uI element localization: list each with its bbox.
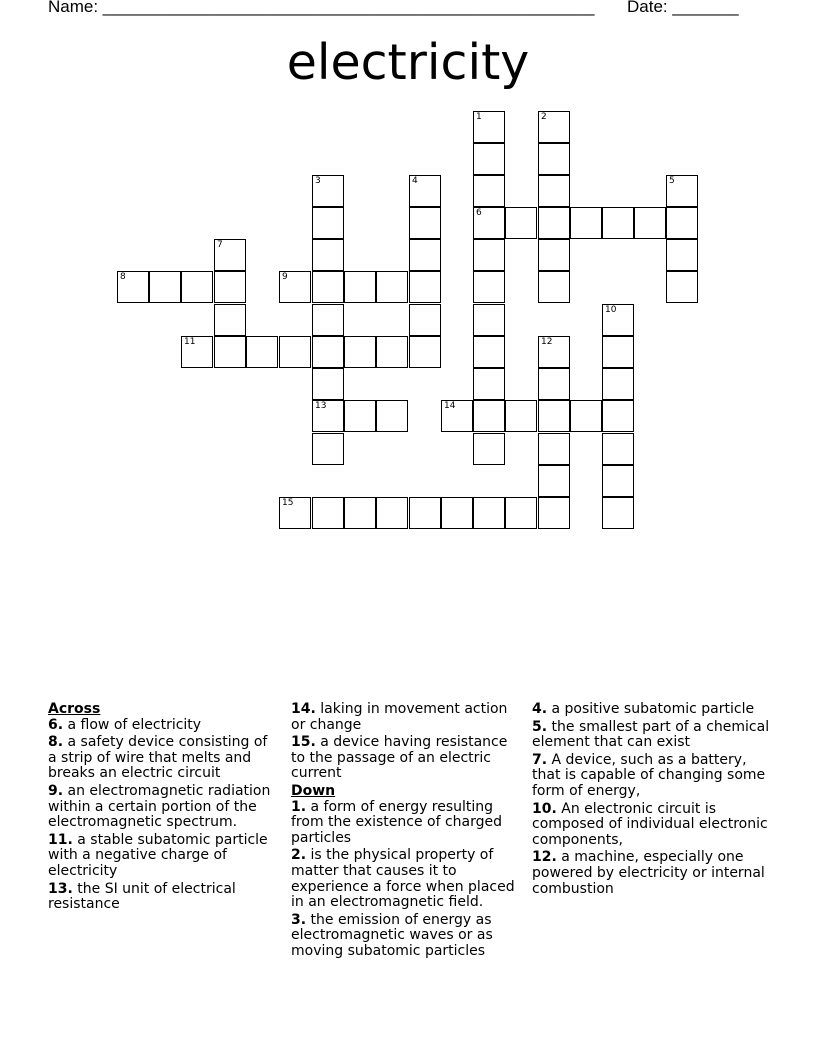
clue-item-number: 9.	[48, 782, 64, 799]
crossword-cell[interactable]	[181, 271, 213, 303]
across-heading: Across	[48, 701, 101, 717]
clue-item-text: the emission of energy as electromagnetic waves or as moving subatomic particles	[291, 911, 493, 959]
crossword-cell[interactable]	[279, 336, 311, 368]
clue-item-text: a stable subatomic particle with a negative charge of electricity	[48, 831, 268, 879]
clue-item-number: 11.	[48, 831, 73, 848]
crossword-cell[interactable]	[473, 304, 505, 336]
clue-item-number: 1.	[291, 798, 307, 815]
crossword-cell[interactable]	[473, 368, 505, 400]
clue-item-number: 3.	[291, 911, 307, 928]
clues-column-1	[48, 702, 280, 915]
clue-item-number: 7.	[532, 751, 548, 768]
clue-number: 2	[541, 112, 547, 122]
clue-item	[532, 753, 772, 800]
clue-number: 15	[282, 498, 294, 508]
crossword-cell[interactable]	[149, 271, 181, 303]
crossword-cell[interactable]	[214, 239, 246, 271]
crossword-cell[interactable]	[441, 497, 473, 529]
crossword-cell[interactable]	[312, 336, 344, 368]
clue-item	[48, 718, 280, 734]
clue-number: 9	[282, 272, 288, 282]
crossword-cell[interactable]	[473, 239, 505, 271]
crossword-cell[interactable]	[538, 207, 570, 239]
down-heading: Down	[291, 782, 336, 799]
crossword-cell[interactable]	[312, 497, 344, 529]
crossword-cell[interactable]	[538, 433, 570, 465]
clue-item	[291, 735, 523, 782]
clue-item-text: a positive subatomic particle	[547, 701, 755, 717]
clue-number: 12	[541, 337, 553, 347]
crossword-cell[interactable]	[376, 497, 408, 529]
crossword-cell[interactable]	[602, 433, 634, 465]
crossword-cell[interactable]	[473, 111, 505, 143]
crossword-cell[interactable]	[441, 400, 473, 432]
clue-number: 8	[120, 272, 126, 282]
crossword-cell[interactable]	[473, 497, 505, 529]
crossword-cell[interactable]	[312, 239, 344, 271]
clue-item-text: an electromagnetic radiation within a certain portion of the electromagnetic spectrum.	[48, 782, 271, 831]
clue-item	[291, 848, 523, 910]
clue-number: 6	[476, 208, 482, 218]
clue-item-number: 10.	[532, 800, 557, 817]
crossword-cell[interactable]	[117, 271, 149, 303]
clue-item-number: 2.	[291, 847, 307, 864]
crossword-cell[interactable]	[666, 271, 698, 303]
clue-item-text: the smallest part of a chemical element that can exist	[532, 718, 770, 751]
clue-number: 13	[315, 401, 327, 411]
crossword-cell[interactable]	[214, 271, 246, 303]
crossword-cell[interactable]	[538, 368, 570, 400]
crossword-cell[interactable]	[409, 336, 441, 368]
crossword-cell[interactable]	[473, 271, 505, 303]
crossword-cell[interactable]	[602, 465, 634, 497]
crossword-cell[interactable]	[181, 336, 213, 368]
crossword-cell[interactable]	[538, 111, 570, 143]
clue-item	[291, 702, 523, 733]
crossword-cell[interactable]	[312, 433, 344, 465]
clue-item-number: 13.	[48, 880, 73, 897]
crossword-cell[interactable]	[602, 207, 634, 239]
clue-number: 1	[476, 112, 482, 122]
clue-item	[48, 882, 280, 913]
clue-item	[291, 800, 523, 847]
clues-column-3	[532, 702, 772, 899]
crossword-cell[interactable]	[344, 336, 376, 368]
crossword-cell[interactable]	[538, 400, 570, 432]
crossword-cell[interactable]	[409, 271, 441, 303]
crossword-cell[interactable]	[538, 143, 570, 175]
crossword-cell[interactable]	[602, 497, 634, 529]
crossword-cell[interactable]	[312, 304, 344, 336]
clue-item	[48, 833, 280, 880]
clue-item	[48, 735, 280, 782]
down-clue-list	[291, 800, 523, 960]
clue-item-text: A device, such as a battery, that is capable of changing some form of energy,	[532, 751, 766, 799]
crossword-cell[interactable]	[473, 336, 505, 368]
clue-item-number: 6.	[48, 716, 64, 733]
crossword-cell[interactable]	[602, 336, 634, 368]
crossword-cell[interactable]	[312, 368, 344, 400]
clue-item	[532, 720, 772, 751]
crossword-cell[interactable]	[602, 368, 634, 400]
crossword-cell[interactable]	[666, 239, 698, 271]
clue-item-number: 8.	[48, 734, 64, 751]
crossword-cell[interactable]	[570, 400, 602, 432]
clue-item-text: a safety device consisting of a strip of wire that melts and breaks an electric circuit	[48, 734, 268, 782]
crossword-cell[interactable]	[570, 207, 602, 239]
crossword-cell[interactable]	[473, 143, 505, 175]
clue-number: 10	[605, 305, 617, 315]
crossword-cell[interactable]	[409, 239, 441, 271]
crossword-cell[interactable]	[602, 304, 634, 336]
clue-item-text: a device having resistance to the passage of an electric current	[291, 734, 508, 782]
clue-item-number: 14.	[291, 701, 316, 717]
clue-item-text: a flow of electricity	[63, 716, 202, 733]
crossword-cell[interactable]	[312, 175, 344, 207]
crossword-cell[interactable]	[634, 207, 666, 239]
clue-item-text: is the physical property of matter that causes it to experience a force when placed in an electromagnetic field.	[291, 847, 515, 911]
crossword-cell[interactable]	[505, 207, 537, 239]
name-field-label[interactable]: Name: ____________________________________________________	[48, 0, 595, 16]
clue-item	[48, 784, 280, 831]
crossword-cell[interactable]	[409, 207, 441, 239]
crossword-cell[interactable]	[312, 400, 344, 432]
crossword-cell[interactable]	[602, 400, 634, 432]
clue-item-number: 15.	[291, 734, 316, 751]
crossword-cell[interactable]	[376, 336, 408, 368]
clues-column-2	[291, 702, 523, 962]
crossword-cell[interactable]	[376, 271, 408, 303]
crossword-cell[interactable]	[279, 271, 311, 303]
clue-item	[532, 702, 772, 718]
crossword-cell[interactable]	[376, 400, 408, 432]
crossword-cell[interactable]	[312, 207, 344, 239]
crossword-cell[interactable]	[538, 271, 570, 303]
clue-number: 4	[412, 176, 418, 186]
across-clue-list-continued	[291, 702, 523, 782]
crossword-cell[interactable]	[473, 207, 505, 239]
crossword-cell[interactable]	[214, 336, 246, 368]
crossword-cell[interactable]	[505, 400, 537, 432]
crossword-cell[interactable]	[344, 400, 376, 432]
clue-item-number: 5.	[532, 718, 548, 735]
down-clue-list-continued	[532, 702, 772, 897]
crossword-cell[interactable]	[409, 304, 441, 336]
crossword-cell[interactable]	[538, 497, 570, 529]
clue-number: 3	[315, 176, 321, 186]
crossword-cell[interactable]	[344, 271, 376, 303]
crossword-cell[interactable]	[409, 175, 441, 207]
crossword-cell[interactable]	[473, 433, 505, 465]
crossword-cell[interactable]	[538, 175, 570, 207]
crossword-cell[interactable]	[312, 271, 344, 303]
crossword-cell[interactable]	[666, 207, 698, 239]
crossword-cell[interactable]	[214, 304, 246, 336]
clue-item	[532, 850, 772, 897]
clue-item-text: the SI unit of electrical resistance	[48, 880, 236, 913]
across-clue-list	[48, 718, 280, 913]
clue-item	[291, 913, 523, 960]
clue-item	[532, 802, 772, 849]
crossword-cell[interactable]	[279, 497, 311, 529]
clue-number: 7	[217, 240, 223, 250]
crossword-cell[interactable]	[538, 336, 570, 368]
clue-number: 5	[669, 176, 675, 186]
crossword-cell[interactable]	[473, 175, 505, 207]
crossword-cell[interactable]	[473, 400, 505, 432]
crossword-cell[interactable]	[246, 336, 278, 368]
date-field-label[interactable]: Date: _______	[627, 0, 739, 16]
clue-item-text: a form of energy resulting from the existence of charged particles	[291, 798, 503, 846]
crossword-cell[interactable]	[538, 465, 570, 497]
crossword-cell[interactable]	[666, 175, 698, 207]
clue-number: 14	[444, 401, 456, 411]
clue-item-number: 4.	[532, 701, 548, 717]
clue-number: 11	[184, 337, 196, 347]
clue-item-text: laking in movement action or change	[291, 701, 508, 733]
clue-item-text: An electronic circuit is composed of individual electronic components,	[532, 800, 768, 848]
crossword-cell[interactable]	[409, 497, 441, 529]
crossword-cell[interactable]	[538, 239, 570, 271]
crossword-cell[interactable]	[344, 497, 376, 529]
crossword-cell[interactable]	[505, 497, 537, 529]
clue-item-number: 12.	[532, 849, 557, 866]
clue-item-text: a machine, especially one powered by electricity or internal combustion	[532, 849, 765, 897]
page-title: electricity	[286, 34, 530, 91]
